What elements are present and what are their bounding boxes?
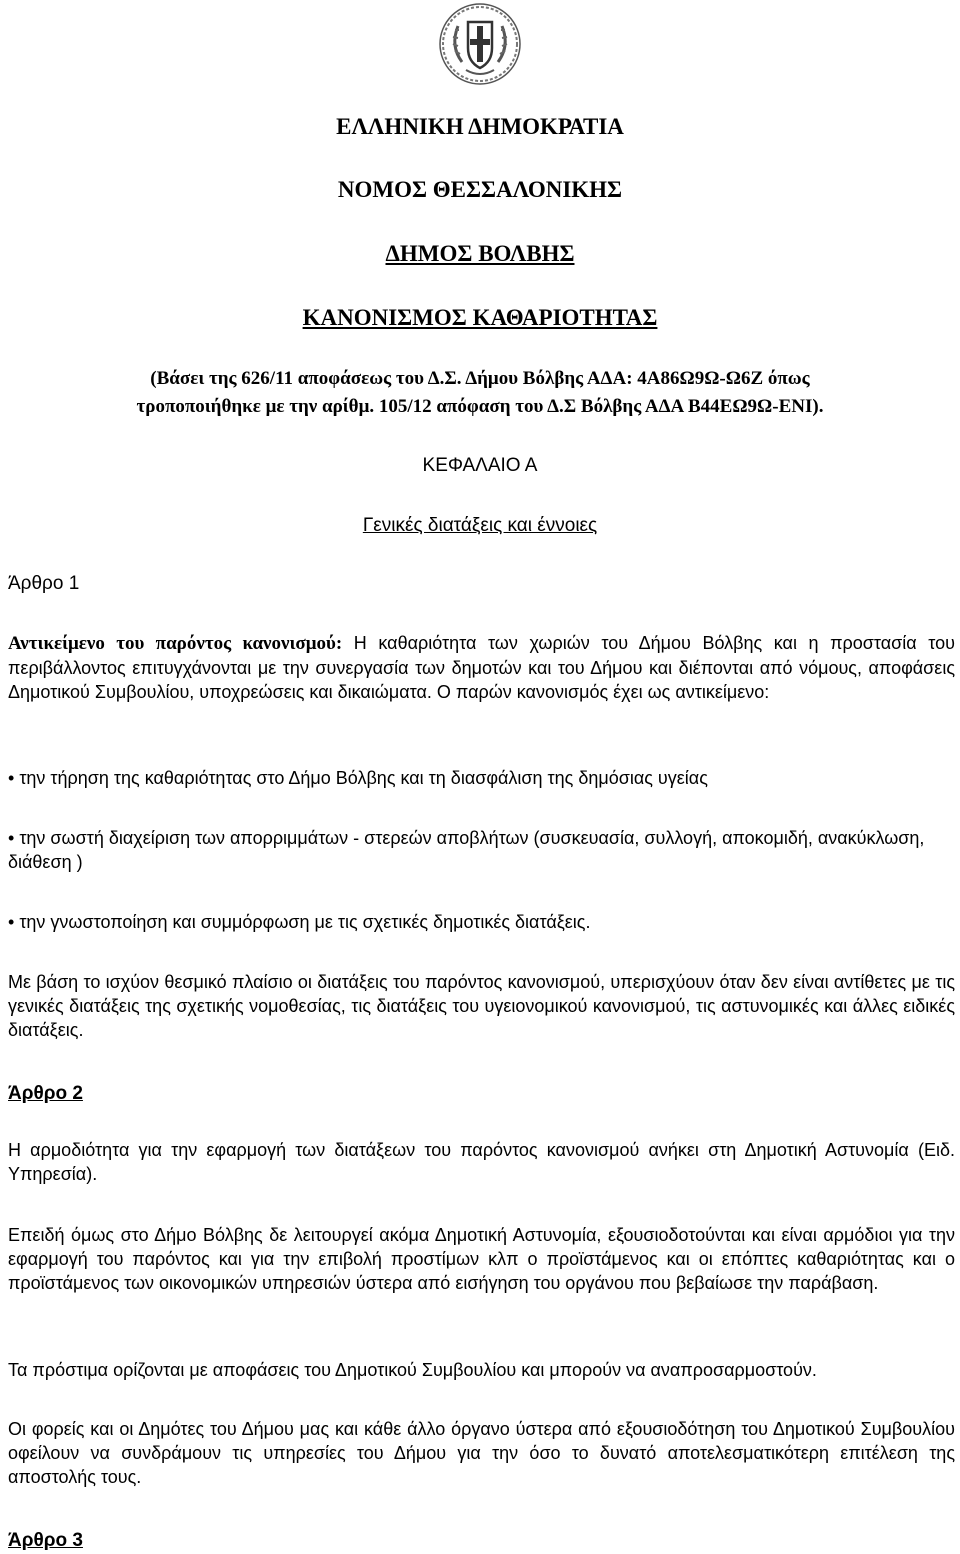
- heading-prefecture: ΝΟΜΟΣ ΘΕΣΣΑΛΟΝΙΚΗΣ: [337, 177, 623, 202]
- basis-line-1: (Βάσει της 626/11 αποφάσεως του Δ.Σ. Δήμου Βόλβης ΑΔΑ: 4Α86Ω9Ω-Ω6Ζ όπως: [150, 368, 810, 389]
- chapter-title: ΚΕΦΑΛΑΙΟ Α: [422, 455, 538, 476]
- article-1-intro-paragraph: [8, 631, 955, 704]
- article-2-paragraph: Επειδή όμως στο Δήμο Βόλβης δε λειτουργεί ακόμα Δημοτική Αστυνομία, εξουσιοδοτούνται και είναι αρμόδιοι για την εφαρμογή του παρόντος και για την επιβολή προστίμων κλπ ο προϊστάμενος και οι επόπτες καθαριότητας και ο προϊστάμενος των οικονομικών υπηρεσιών ύστερα από εισήγηση του οργάνου που βεβαίωσε την παράβαση.: [8, 1225, 955, 1293]
- heading-municipality: ΔΗΜΟΣ ΒΟΛΒΗΣ: [385, 241, 575, 266]
- article-2-heading: Άρθρο 2: [8, 1083, 83, 1104]
- article-1-closing-paragraph: Με βάση το ισχύον θεσμικό πλαίσιο οι διατάξεις του παρόντος κανονισμού, υπερισχύουν όταν δεν είναι αντίθετες με τις γενικές διατάξεις της σχετικής νομοθεσίας, τις διατάξεις του υγειονομικού κανονισμού, τις αστυνομικές και άλλες ειδικές διατάξεις.: [8, 972, 955, 1040]
- article-3-heading: Άρθρο 3: [8, 1530, 83, 1551]
- article-2-paragraph: Τα πρόστιμα ορίζονται με αποφάσεις του Δημοτικού Συμβουλίου και μπορούν να αναπροσαρμοστούν.: [8, 1360, 817, 1380]
- heading-republic: ΕΛΛΗΝΙΚΗ ΔΗΜΟΚΡΑΤΙΑ: [336, 114, 624, 139]
- chapter-subtitle: Γενικές διατάξεις και έννοιες: [362, 515, 598, 536]
- bullet-item: • την τήρηση της καθαριότητας στο Δήμο Βόλβης και τη διασφάλιση της δημόσιας υγείας: [8, 768, 708, 788]
- intro-text: Η καθαριότητα των χωριών του Δήμου Βόλβης και η προστασία του περιβάλλοντος επιτυγχάνονται με την συνεργασία των δημοτών και του Δήμου και διέπονται από νόμους, αποφάσεις Δημοτικού Συμβουλίου, υποχρεώσεις και δικαιώματα. Ο παρών κανονισμός έχει ως αντικείμενο:: [8, 633, 955, 702]
- article-2-paragraph: Οι φορείς και οι Δημότες του Δήμου μας και κάθε άλλο όργανο ύστερα από εξουσιοδότηση του Δημοτικού Συμβουλίου οφείλουν να συνδράμουν τις υπηρεσίες του Δήμου για την όσο το δυνατό αποτελεσματικότερη επιτέλεση της αποστολής τους.: [8, 1419, 955, 1487]
- bullet-item: • την σωστή διαχείριση των απορριμμάτων - στερεών αποβλήτων (συσκευασία, συλλογή, αποκομιδή, ανακύκλωση, διάθεση ): [8, 828, 925, 872]
- basis-line-2: τροποποιήθηκε με την αρίθμ. 105/12 απόφαση του Δ.Σ Βόλβης ΑΔΑ Β44ΕΩ9Ω-ΕΝΙ).: [136, 396, 824, 417]
- article-2-paragraph: Η αρμοδιότητα για την εφαρμογή των διατάξεων του παρόντος κανονισμού ανήκει στη Δημοτική Αστυνομία (Ειδ. Υπηρεσία).: [8, 1140, 955, 1184]
- greek-coat-of-arms-emblem: [438, 2, 522, 86]
- article-1-heading: Άρθρο 1: [8, 573, 80, 594]
- document-title: ΚΑΝΟΝΙΣΜΟΣ ΚΑΘΑΡΙΟΤΗΤΑΣ: [302, 305, 658, 330]
- intro-bold-lead: Αντικείμενο του παρόντος κανονισμού:: [8, 633, 343, 654]
- bullet-item: • την γνωστοποίηση και συμμόρφωση με τις σχετικές δημοτικές διατάξεις.: [8, 912, 591, 932]
